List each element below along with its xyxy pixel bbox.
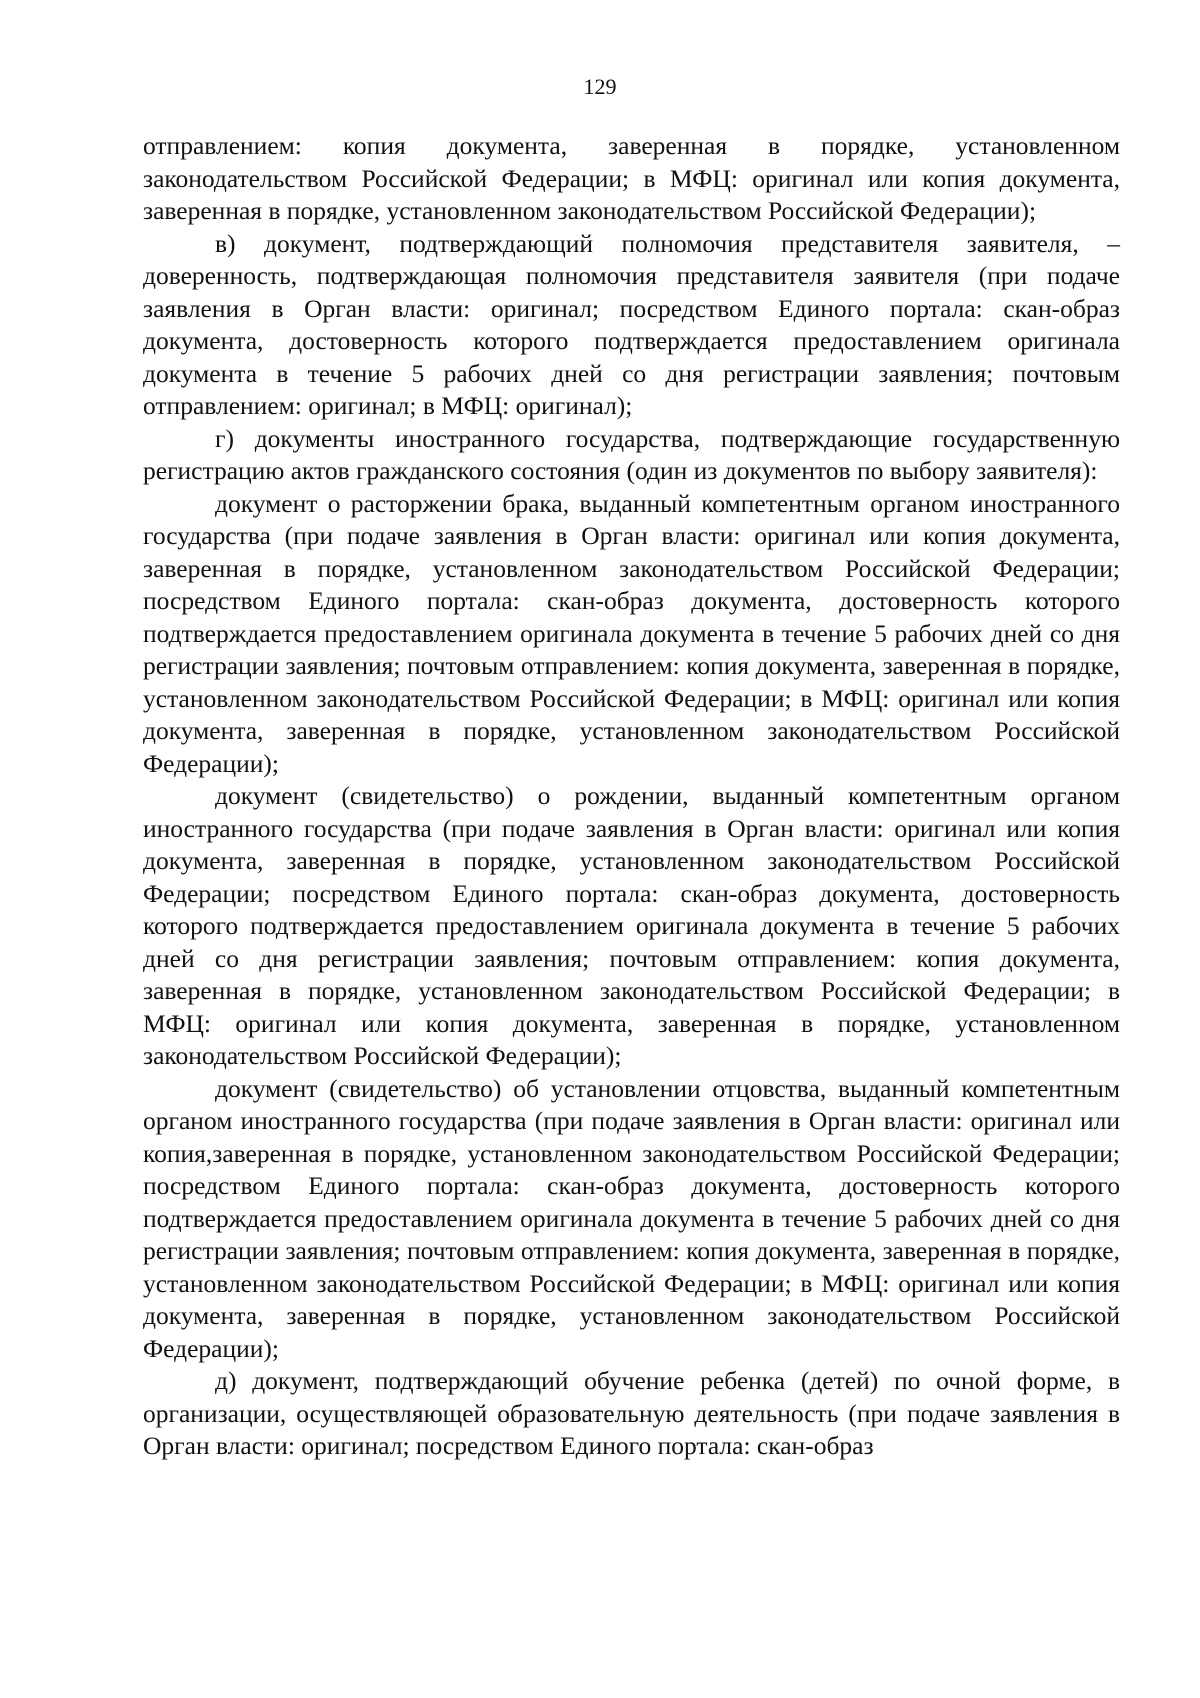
paragraph-continuation: отправлением: копия документа, заверенная в порядке, установленном законодательством Российской Федерации; в МФЦ: оригинал или копия документа, заверенная в порядке, установленном законодательством Российской Федерации); <box>143 131 1120 225</box>
document-body <box>143 130 1120 1463</box>
paragraph-item-v: в) документ, подтверждающий полномочия представителя заявителя, – доверенность, подтверждающая полномочия представителя заявителя (при подаче заявления в Орган власти: оригинал; посредством Единого портала: скан-образ документа, достоверность которого подтверждается предоставлением оригинала документа в течение 5 рабочих дней со дня регистрации заявления; почтовым отправлением: оригинал; в МФЦ: оригинал); <box>143 228 1120 420</box>
paragraph-divorce-document: документ о расторжении брака, выданный компетентным органом иностранного государства (при подаче заявления в Орган власти: оригинал или копия документа, заверенная в порядке, установленном законодательством Российской Федерации; посредством Единого портала: скан-образ документа, достоверность которого подтверждается предоставлением оригинала документа в течение 5 рабочих дней со дня регистрации заявления; почтовым отправлением: копия документа, заверенная в порядке, установленном законодательством Российской Федерации; в МФЦ: оригинал или копия документа, заверенная в порядке, установленном законодательством Российской Федерации); <box>143 488 1120 778</box>
paragraph-paternity-document: документ (свидетельство) об установлении отцовства, выданный компетентным органом иностранного государства (при подаче заявления в Орган власти: оригинал или копия,заверенная в порядке, установленном законодательством Российской Федерации; посредством Единого портала: скан-образ документа, достоверность которого подтверждается предоставлением оригинала документа в течение 5 рабочих дней со дня регистрации заявления; почтовым отправлением: копия документа, заверенная в порядке, установленном законодательством Российской Федерации; в МФЦ: оригинал или копия документа, заверенная в порядке, установленном законодательством Российской Федерации); <box>143 1073 1120 1363</box>
page-number: 129 <box>583 74 617 99</box>
paragraph-birth-document: документ (свидетельство) о рождении, выданный компетентным органом иностранного государства (при подаче заявления в Орган власти: оригинал или копия документа, заверенная в порядке, установленном законодательством Российской Федерации; посредством Единого портала: скан-образ документа, достоверность которого подтверждается предоставлением оригинала документа в течение 5 рабочих дней со дня регистрации заявления; почтовым отправлением: копия документа, заверенная в порядке, установленном законодательством Российской Федерации; в МФЦ: оригинал или копия документа, заверенная в порядке, установленном законодательством Российской Федерации); <box>143 781 1120 1070</box>
paragraph-item-g: г) документы иностранного государства, подтверждающие государственную регистрацию актов гражданского состояния (один из документов по выбору заявителя): <box>143 423 1120 485</box>
paragraph-item-d: д) документ, подтверждающий обучение ребенка (детей) по очной форме, в организации, осуществляющей образовательную деятельность (при подаче заявления в Орган власти: оригинал; посредством Единого портала: скан-образ <box>143 1366 1120 1460</box>
